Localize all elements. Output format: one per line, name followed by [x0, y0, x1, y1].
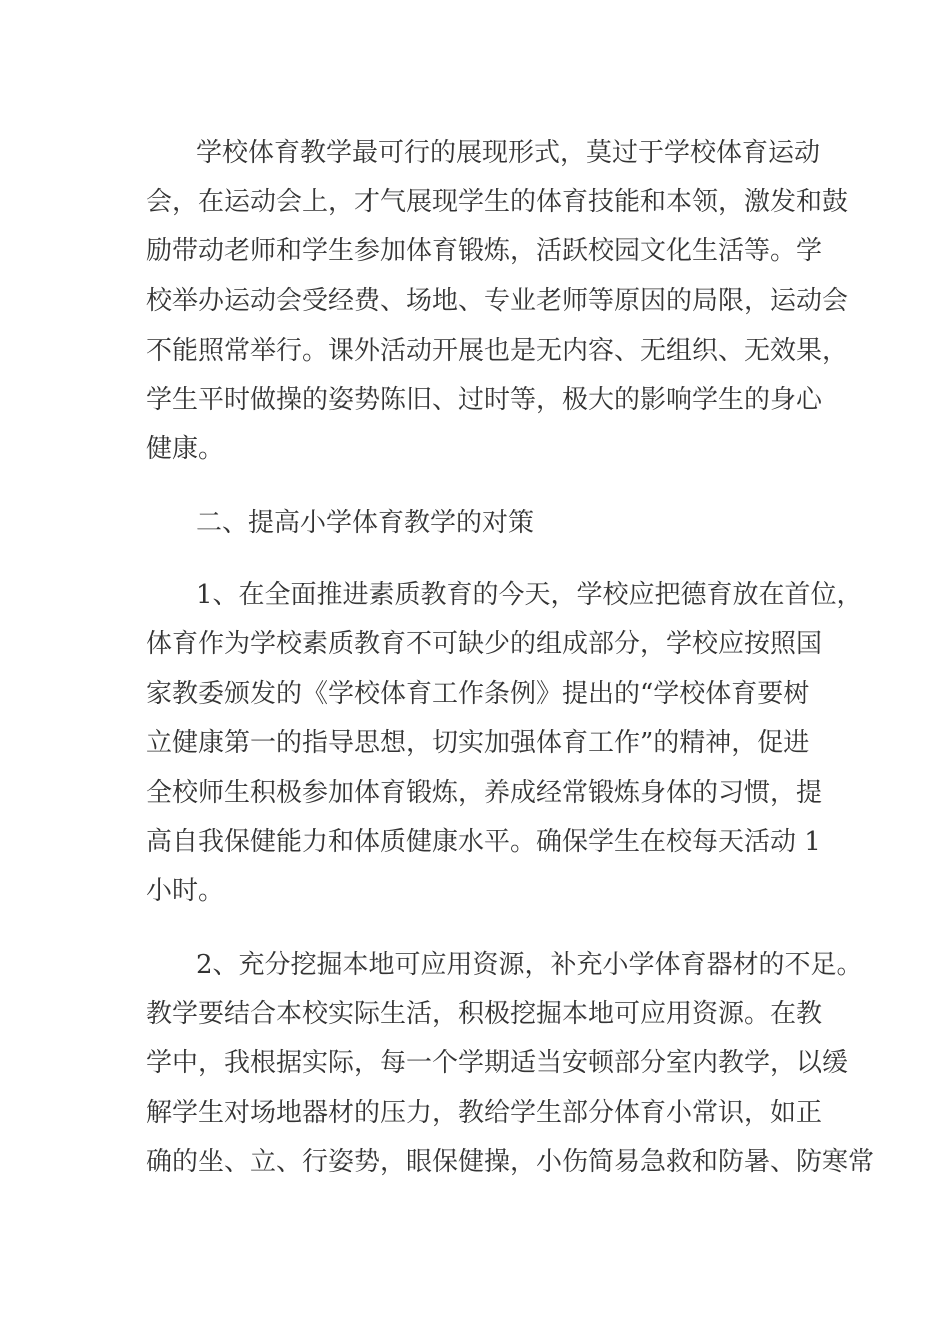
paragraph-2-line-6: 高自我保健能力和体质健康水平。确保学生在校每天活动 1 — [146, 827, 821, 857]
paragraph-1-line-1: 学校体育教学最可行的展现形式，莫过于学校体育运动 — [196, 138, 821, 168]
paragraph-2-line-2: 体育作为学校素质教育不可缺少的组成部分，学校应按照国 — [146, 629, 823, 659]
paragraph-2-line-1: 1、在全面推进素质教育的今天，学校应把德育放在首位， — [196, 580, 863, 610]
paragraph-1-line-2: 会，在运动会上，才气展现学生的体育技能和本领，激发和鼓 — [146, 187, 849, 217]
paragraph-1-line-7: 健康。 — [146, 434, 225, 464]
paragraph-1-line-4: 校举办运动会受经费、场地、专业老师等原因的局限，运动会 — [146, 286, 849, 316]
paragraph-3-line-3: 学中，我根据实际，每一个学期适当安顿部分室内教学，以缓 — [146, 1048, 849, 1078]
paragraph-3-line-5: 确的坐、立、行姿势，眼保健操，小伤简易急救和防暑、防寒常 — [146, 1147, 875, 1177]
paragraph-2-line-5: 全校师生积极参加体育锻炼，养成经常锻炼身体的习惯，提 — [146, 778, 823, 808]
paragraph-2-line-7: 小时。 — [146, 876, 225, 906]
paragraph-1-line-3: 励带动老师和学生参加体育锻炼，活跃校园文化生活等。学 — [146, 236, 823, 266]
paragraph-3-line-4: 解学生对场地器材的压力，教给学生部分体育小常识，如正 — [146, 1098, 823, 1128]
section-heading: 二、提高小学体育教学的对策 — [196, 508, 535, 538]
paragraph-2-line-4: 立健康第一的指导思想，切实加强体育工作”的精神，促进 — [146, 728, 810, 758]
paragraph-2-line-3: 家教委颁发的《学校体育工作条例》提出的“学校体育要树 — [146, 679, 810, 709]
paragraph-3-line-2: 教学要结合本校实际生活，积极挖掘本地可应用资源。在教 — [146, 999, 823, 1029]
paragraph-1-line-5: 不能照常举行。课外活动开展也是无内容、无组织、无效果， — [146, 336, 849, 366]
paragraph-1-line-6: 学生平时做操的姿势陈旧、过时等，极大的影响学生的身心 — [146, 385, 823, 415]
paragraph-3-line-1: 2、充分挖掘本地可应用资源，补充小学体育器材的不足。 — [196, 950, 863, 980]
